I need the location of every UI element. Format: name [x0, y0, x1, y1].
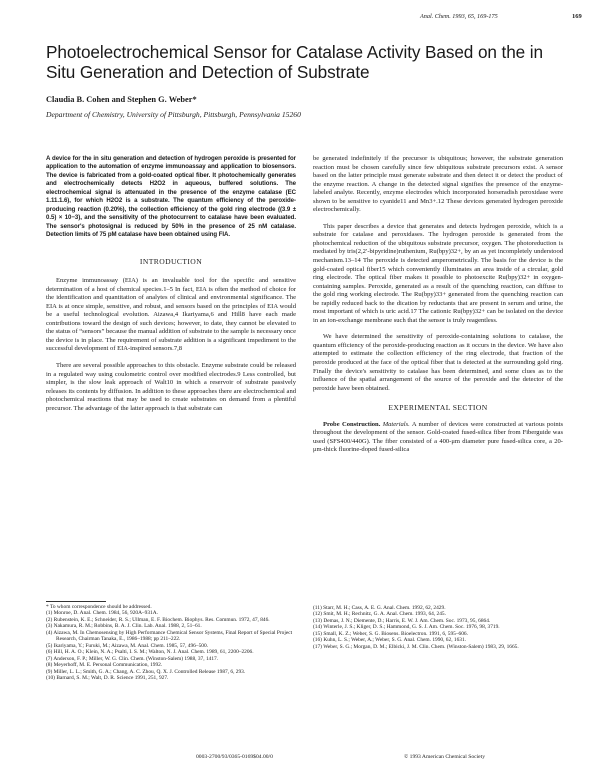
copyright-notice: © 1993 American Chemical Society	[404, 754, 485, 760]
abstract: A device for the in situ generation and detection of hydrogen peroxide is presented for application to the automation of enzyme immunoassay and application to biosensors. The device is fabricated from a gold-coated optical fiber. It photochemically generates and electrochemically detects H2O2 in aqueous, buffered solutions. The electrochemical signal is attenuated in the presence of the enzyme catalase (EC 1.11.1.6), for which H2O2 is a substrate. The quantum efficiency of the peroxide-producing reaction (0.20%), the collection efficiency of the gold ring electrode ((3.9 ± 0.5) × 10−3), and the sensitivity of the photocurrent to catalase have been evaluated. The sensor's photosignal is reduced by 50% in the presence of 25 nM catalase. Detection limits of 75 pM catalase have been obtained using FIA.	[46, 155, 296, 239]
section-heading-introduction: INTRODUCTION	[139, 256, 203, 266]
footnote: (10) Barnard, S. M.; Walt, D. R. Science 1991, 251, 927.	[46, 674, 169, 681]
subsection-heading: Probe Construction.	[323, 420, 381, 428]
footnote: (3) Nakamura, R. M.; Robbins, B. A. J. Clin. Lab. Anal. 1988, 2, 51–61.	[46, 623, 202, 630]
footnote: (9) Miller, L. L.; Smith, G. A.; Chang, A. C. Zhou, Q. X. J. Controlled Release 1987, 6, 293.	[46, 668, 246, 675]
section-heading-experimental: EXPERIMENTAL SECTION	[388, 403, 488, 413]
footnote: (12) Smit, M. H.; Rechnitz, G. A. Anal. Chem. 1993, 64, 245.	[313, 611, 446, 618]
footnote-rule	[46, 601, 106, 602]
footnote: (4) Aizawa, M. In Chemosensing by High Performance Chemical Sensor Systems, Final Report of Special Project Research, Chairman Tanaka, E., 1986–1988; pp 211–222.	[46, 629, 293, 643]
article-title: Photoelectrochemical Sensor for Catalase Activity Based on the in Situ Generation and Detection of Substrate	[46, 42, 543, 82]
footnote: (11) Starr, M. H.; Cass, A. E. G. Anal. Chem. 1992, 62, 2429.	[313, 605, 446, 611]
article-affiliation: Department of Chemistry, University of Pittsburgh, Pittsburgh, Pennsylvania 15260	[46, 110, 301, 119]
footnote: (5) Ikariyama, Y.; Furuki, M.; Aizawa, M. Anal. Chem. 1985, 57, 496–500.	[46, 642, 208, 649]
experimental-paragraph	[313, 421, 563, 455]
left-column	[46, 155, 296, 413]
body-paragraph: be generated indefinitely if the precursor is ubiquitous; however, the substrate generation reaction must be chosen carefully since few ubiquitous substrate precursors exist. A sensor based on the latter principle must generate substrate and then detect it or detect the product of the enzyme reaction. A change in the detected signal signifies the presence of the enzyme-labeled analyte. Recently, enzyme electrodes which incorporated horseradish peroxidase were shown to be sensitive to cyanide11 and Mn3+.12 These devices generated hydrogen peroxide electrochemically.	[313, 155, 563, 214]
journal-citation: Anal. Chem. 1993, 65, 169-175	[420, 13, 498, 20]
article-authors: Claudia B. Cohen and Stephen G. Weber*	[46, 95, 197, 104]
body-paragraph: Enzyme immunoassay (EIA) is an invaluable tool for the specific and sensitive determination of a host of chemical species.1–5 In fact, EIA is often the method of choice for the identification and quantitation of analytes of clinical and environmental significance. The EIA is at once simple, sensitive, and robust, and sensors based on the principles of EIA would be a useful technological evolution. Aizawa,4 Ikariyama,6 and Hill8 have each made contributions toward the design of such devices; however, to date, they cannot be elevated to the status of “sensors” because the manual addition of substrate to the sample is necessary once the device is in place. The requirement of substrate addition is a significant impediment to the successful development of EIA-inspired sensors.7,8	[46, 277, 296, 353]
footnote: (15) Small, K. Z.; Weber, S. G. Biosens. Bioelectron. 1991, 6, 595–606.	[313, 630, 468, 637]
footnote: (17) Weber, S. G.; Morgan, D. M.; Elbicki, J. M. Clin. Chem. (Winston-Salem) 1983, 29, 1665.	[313, 643, 519, 650]
subsection-subheading: Materials.	[382, 420, 410, 428]
right-column	[313, 155, 563, 455]
body-paragraph: We have determined the sensitivity of peroxide-containing solutions to catalase, the quantum efficiency of the peroxide-producing reaction as it occurs in the device. We have also attempted to estimate the collection efficiency of the ring electrode, that fraction of the peroxide produced at the face of the optical fiber that is detected at the surrounding gold ring. Finally the device's sensitivity to catalase has been determined, and some clues as to the influence of the spatial arrangement of the source of the peroxide and the detector of the peroxide have been obtained.	[313, 333, 563, 392]
footnote: (7) Anderson, F. P.; Miller, W. G. Clin. Chem. (Winston-Salem) 1988, 37, 1417.	[46, 655, 219, 662]
experimental-text: A number of devices were constructed at various points throughout the development of the sensor. Gold-coated fused-silica fiber from Fiberguide was used (SFS400/440G). The fiber consisted of a 400-μm diameter pure fused-silica core, a 20-μm-thick fluorine-doped fused-silica	[313, 420, 563, 454]
footnote: (1) Monroe, D. Anal. Chem. 1984, 56, 920A–931A.	[46, 610, 158, 617]
footnote: (16) Kuhn, L. S.; Weber, A.; Weber, S. G. Anal. Chem. 1990, 62, 1631.	[313, 637, 467, 644]
footnote: (14) Winterle, J. S.; Kliger, D. S.; Hammond, G. S. J. Am. Chem. Soc. 1976, 98, 3719.	[313, 624, 500, 631]
body-paragraph: There are several possible approaches to this obstacle. Enzyme substrate could be released in a regulated way using coulometric control over modified electrodes.9 Less controlled, but simpler, is the slow leak approach of Walt10 in which a reservoir of substrate passively releases its contents by diffusion. In addition to these approaches there are electrochemical and photochemical reactions that may be used to create substrates on demand from a plentiful precursor. The advantage of the latter approach is that substrate can	[46, 362, 296, 412]
body-paragraph: This paper describes a device that generates and detects hydrogen peroxide, which is a substrate for catalase and peroxidases. The hydrogen peroxide is generated from the photochemical reduction of the ubiquitous substrate precursor, oxygen. The photoreduction is mediated by tris(2,2′-bipyridine)ruthenium, Ru(bpy)32+, by an as yet incompletely understood mechanism.13–14 The peroxide is detected amperometrically. The basis for the device is the gold-coated optical fiber15 which conveniently illuminates an area inside of a circular, gold ring electrode. The optical fiber makes it possible to photoexcite Ru(bpy)32+ in oxygen-containing samples. Peroxide, generated as a result of the quenching reaction, can diffuse to the gold ring working electrode. The Ru(bpy)33+ generated from the quenching reaction can be rapidly reduced back to the dication by reductants that are present in serum and urine, the most important of which is uric acid.17 The cationic Ru(bpy)32+ can be isolated on the device in an ion-exchange membrane such that the sensor is truly reagentless.	[313, 222, 563, 324]
footnote: (2) Rubenstein, K. E.; Schneider, R. S.; Ullman, E. F. Biochem. Biophys. Res. Commun. 1972, 47, 846.	[46, 616, 270, 623]
page-number: 169	[572, 13, 582, 20]
footnote: * To whom correspondence should be addressed.	[46, 604, 152, 610]
footnotes-left	[46, 604, 296, 681]
footnote: (6) Hill, H. A. O.; Klein, N. A.; Psalti, I. S. M.; Walton, N. J. Anal. Chem. 1989, 61, 2200–2206.	[46, 649, 254, 656]
footnotes-right	[313, 605, 563, 650]
footnote: (13) Demas, J. N.; Diemente, D.; Harris, E. W. J. Am. Chem. Soc. 1973, 95, 6864.	[313, 617, 491, 624]
article-code: 0003-2700/93/0365-0169$04.00/0	[196, 754, 273, 760]
footnote: (8) Meyerhoff, M. E. Personal Communication, 1992.	[46, 662, 163, 669]
